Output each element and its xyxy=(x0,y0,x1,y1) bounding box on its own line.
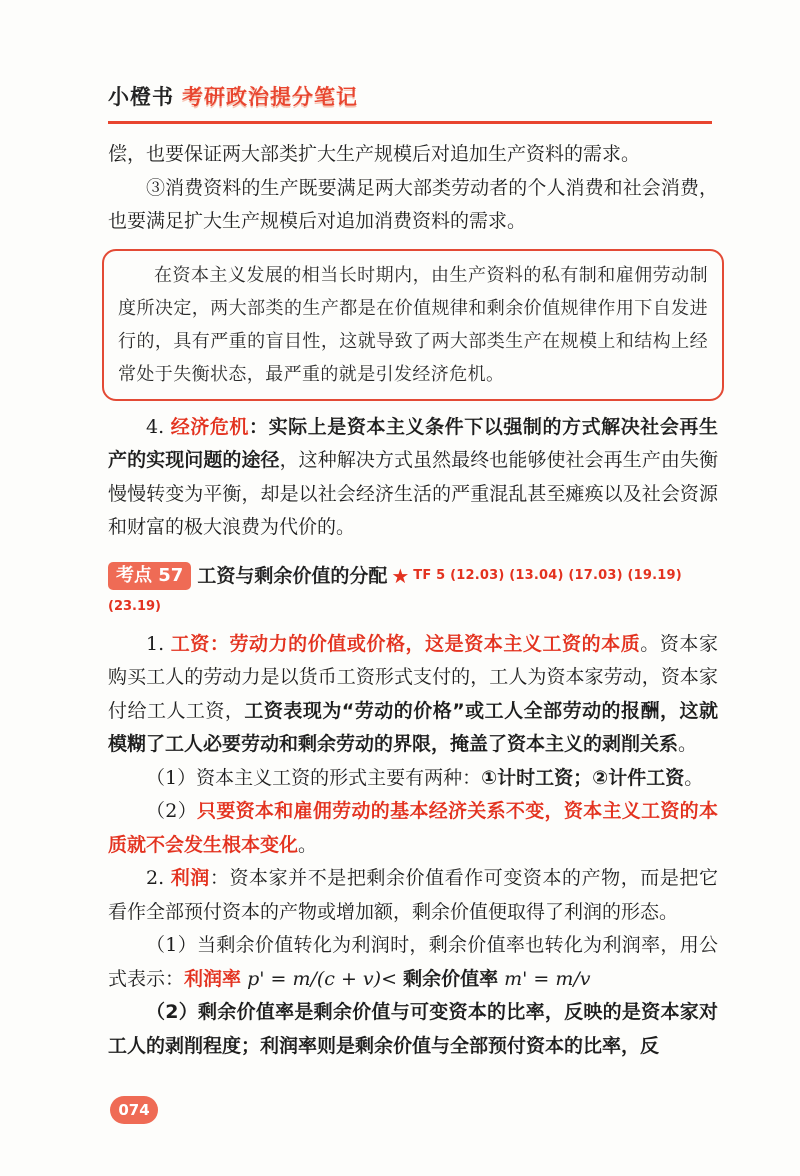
paragraph-wage xyxy=(108,628,718,762)
text-economic-crisis-rest: ，这种解决方式虽然最终也能够使社会再生产由失衡慢慢转变为平衡，却是以社会经济生活的严重混乱甚至瘫痪以及社会资源和财富的极大浪费为代价的。 xyxy=(108,449,718,538)
kaodian-heading xyxy=(108,561,718,591)
text-profit-rest: ：资本家并不是把剩余价值看作可变资本的产物，而是把它看作全部预付资本的产物或增加额，剩余价值便取得了利润的形态。 xyxy=(108,867,718,923)
list-item-wage-essence: （2）只要资本和雇佣劳动的基本经济关系不变，资本主义工资的本质就不会发生根本变化。 xyxy=(108,800,718,856)
term-economic-crisis: 经济危机 xyxy=(170,415,249,438)
star-icon: ★ xyxy=(391,563,410,588)
item-number: 4. xyxy=(146,415,171,438)
formula-surplus-value-rate: m' = m/v xyxy=(504,967,591,990)
term-wage: 工资 xyxy=(170,632,210,655)
less-than-sign: < xyxy=(381,967,398,990)
text-wage-forms: （1）资本主义工资的形式主要有两种： xyxy=(146,766,482,789)
text-wage-rest: 。资本家购买工人的劳动力是以货币工资形式支付的，工人为资本家劳动，资本家付给工人工资， xyxy=(108,632,718,722)
page-header xyxy=(108,78,358,114)
item-number: （2） xyxy=(146,800,198,822)
label-surplus-value-rate: 剩余价值率 xyxy=(403,967,499,990)
page-number: 074 xyxy=(110,1096,158,1124)
kaodian-badge: 考点 57 xyxy=(108,562,191,590)
item-number: 1. xyxy=(146,632,171,655)
formula-profit-rate: p' = m/(c + v) xyxy=(247,967,382,990)
book-subtitle: 考研政治提分笔记 xyxy=(182,85,358,109)
page-content xyxy=(108,138,718,1063)
paragraph-profit xyxy=(108,862,718,929)
list-item-rate-comparison: （2）剩余价值率是剩余价值与可变资本的比率，反映的是资本家对工人的剥削程度；利润率则是剩余价值与全部预付资本的比率，反 xyxy=(108,1001,718,1057)
paragraph-consumer-goods: ③消费资料的生产既要满足两大部类劳动者的个人消费和社会消费，也要满足扩大生产规模后对追加消费资料的需求。 xyxy=(108,176,718,232)
paragraph-economic-crisis xyxy=(108,411,718,545)
kaodian-title: 工资与剩余价值的分配 xyxy=(197,564,388,587)
text-wage-bold: 工资表现为“劳动的价格”或工人全部劳动的报酬，这就模糊了工人必要劳动和剩余劳动的界限，掩盖了资本主义的剥削关系 xyxy=(108,699,718,755)
label-profit-rate: 利润率 xyxy=(184,967,242,990)
text-wage-essence: 只要资本和雇佣劳动的基本经济关系不变，资本主义工资的本质就不会发生根本变化 xyxy=(108,800,718,856)
exam-codes-continued: (23.19) xyxy=(108,598,162,614)
brand-title: 小橙书 xyxy=(108,85,174,109)
boxed-note xyxy=(102,249,724,401)
boxed-note-text: 在资本主义发展的相当长时期内，由生产资料的私有制和雇佣劳动制度所决定，两大部类的生产都是在价值规律和剩余价值规律作用下自发进行的，具有严重的盲目性，这就导致了两大部类生产在规模上和结构上经常处于失衡状态，最严重的就是引发经济危机。 xyxy=(118,264,708,385)
text-profit-rate: （1）当剩余价值转化为利润时，剩余价值率也转化为利润率，用公式表示： xyxy=(108,934,718,990)
term-profit: 利润 xyxy=(170,867,210,889)
definition-economic-crisis: ：实际上是资本主义条件下以强制的方式解决社会再生产的实现问题的途径 xyxy=(108,415,718,471)
paragraph-continued: 偿，也要保证两大部类扩大生产规模后对追加生产资料的需求。 xyxy=(108,143,641,165)
text-wage-forms-bold: ①计时工资；②计件工资 xyxy=(481,766,685,789)
list-item-profit-rate xyxy=(108,929,718,996)
definition-wage: ：劳动力的价值或价格，这是资本主义工资的本质 xyxy=(209,632,641,655)
text-wage-end: 。 xyxy=(678,733,698,755)
item-number: 2. xyxy=(146,867,171,889)
header-divider xyxy=(108,121,712,124)
list-item-wage-forms: （1）资本主义工资的形式主要有两种：①计时工资；②计件工资。 xyxy=(146,766,704,789)
exam-codes: TF 5 (12.03) (13.04) (17.03) (19.19) xyxy=(413,567,682,583)
